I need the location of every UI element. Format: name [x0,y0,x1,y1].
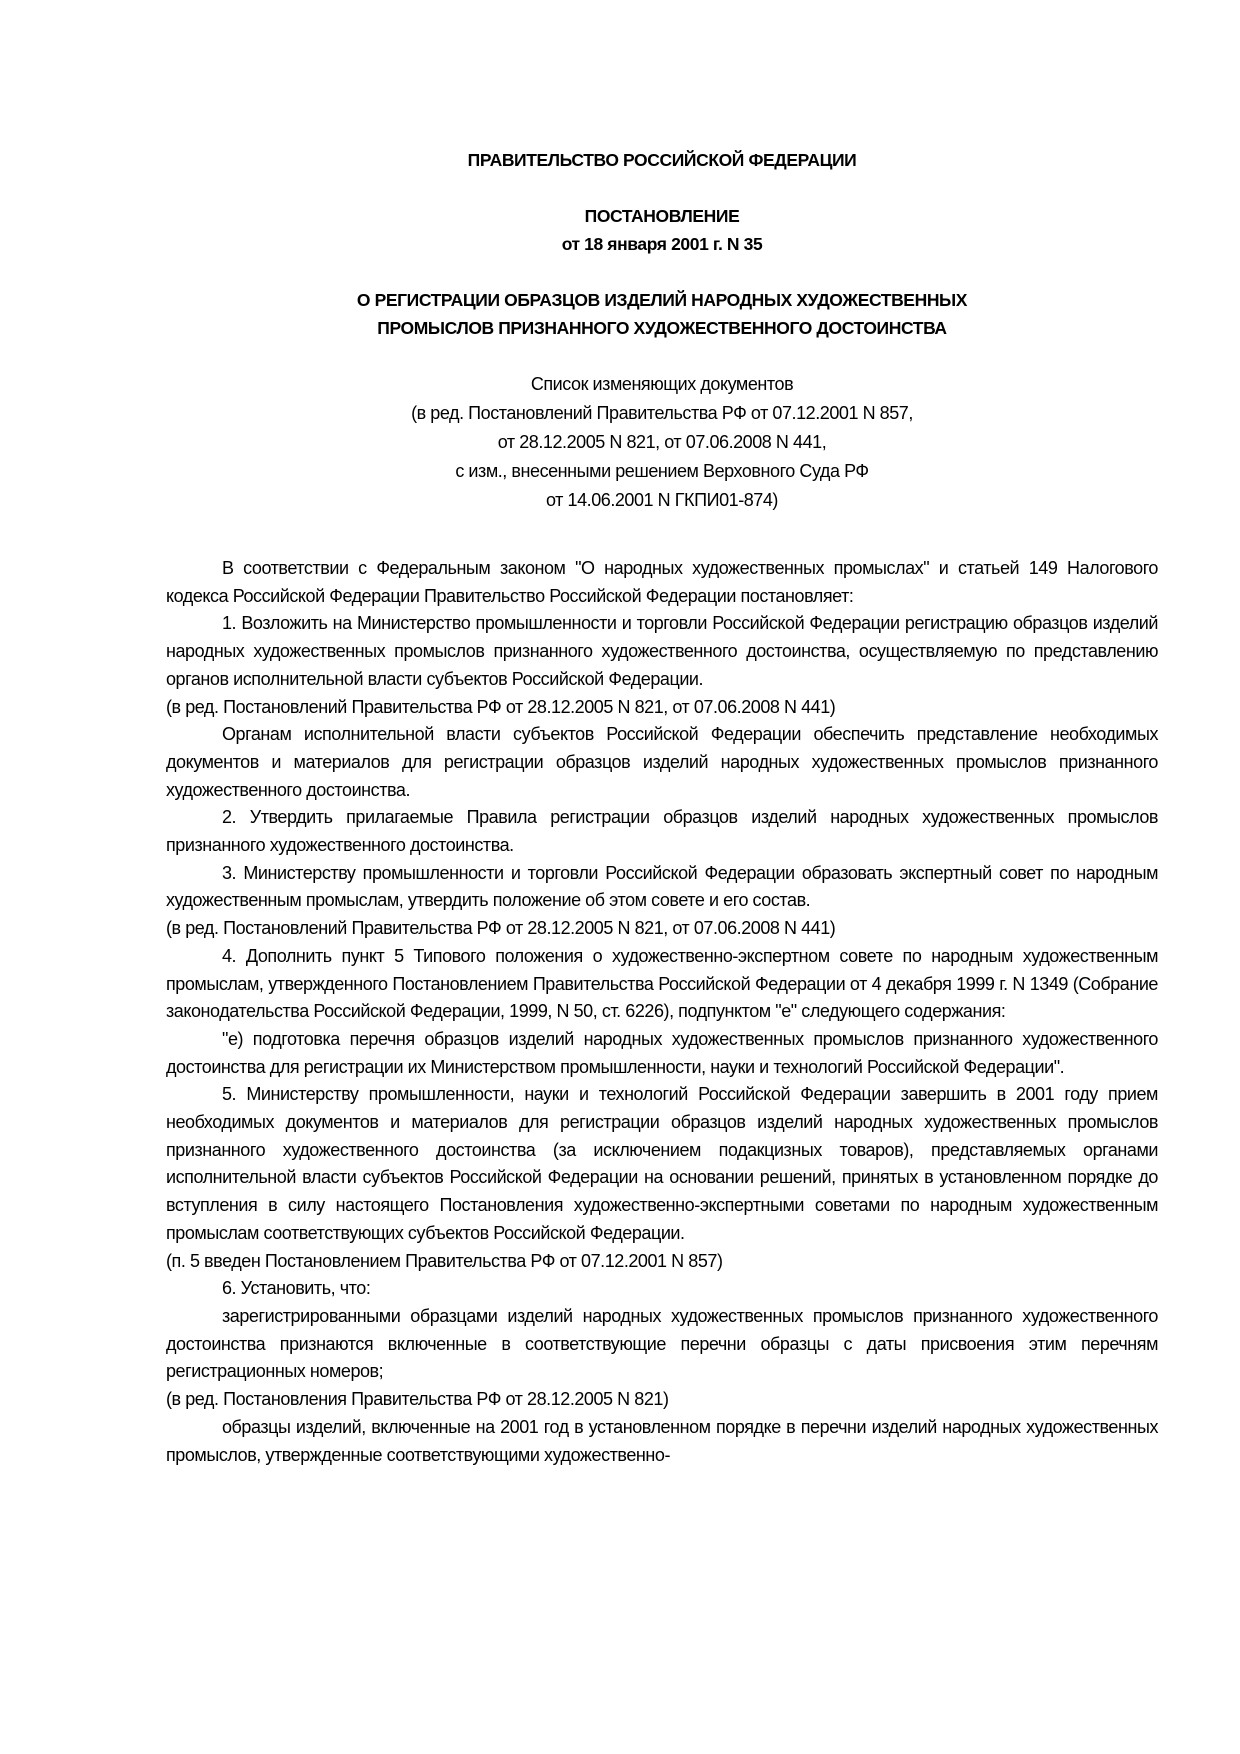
body-paragraph: образцы изделий, включенные на 2001 год в установленном порядке в перечни изделий народных художественных промыслов, утвержденные соответствующими художественно- [166,1416,1158,1465]
document-date: от 18 января 2001 г. N 35 [561,234,763,254]
document-page [166,146,1158,1469]
body-paragraph: 6. Установить, что: [222,1278,371,1299]
amendment-line: (в ред. Постановлений Правительства РФ от 07.12.2001 N 857, [411,403,913,423]
body-paragraph: зарегистрированными образцами изделий народных художественных промыслов признанного художественного достоинства признаются включенные в соответствующие перечни образцы с даты присвоения этим перечням регистрационных номеров; [166,1305,1158,1382]
body-paragraph: 2. Утвердить прилагаемые Правила регистрации образцов изделий народных художественных промыслов признанного художественного достоинства. [166,807,1158,856]
document-title-line: О РЕГИСТРАЦИИ ОБРАЗЦОВ ИЗДЕЛИЙ НАРОДНЫХ ХУДОЖЕСТВЕННЫХ [356,290,968,310]
amendment-note: (в ред. Постановлений Правительства РФ от 28.12.2005 N 821, от 07.06.2008 N 441) [166,696,836,717]
body-paragraph: 1. Возложить на Министерство промышленности и торговли Российской Федерации регистрацию образцов изделий народных художественных промыслов признанного художественного достоинства, осуществляемую по представлению органов исполнительной власти субъектов Российской Федерации. [166,613,1158,689]
body-paragraph: 4. Дополнить пункт 5 Типового положения о художественно-экспертном совете по народным художественным промыслам, утвержденного Постановлением Правительства Российской Федерации от 4 декабря 1999 г. N 1349 (Собрание законодательства Российской Федерации, 1999, N 50, ст. 6226), подпунктом "е" следующего содержания: [166,945,1158,1022]
amendment-note: (в ред. Постановления Правительства РФ от 28.12.2005 N 821) [166,1389,669,1410]
amendment-note: (п. 5 введен Постановлением Правительства РФ от 07.12.2001 N 857) [166,1250,723,1271]
amendment-line: от 14.06.2001 N ГКПИ01-874) [546,490,778,510]
body-paragraph: В соответствии с Федеральным законом "О народных художественных промыслах" и статьей 149 Налогового кодекса Российской Федерации Правительство Российской Федерации постановляет: [166,558,1158,606]
amendments-heading: Список изменяющих документов [530,374,794,394]
body-paragraph: 5. Министерству промышленности, науки и технологий Российской Федерации завершить в 2001 году прием необходимых документов и материалов для регистрации образцов изделий народных художественных промыслов признанного художественного достоинства (за исключением подакцизных товаров), представляемых органами исполнительной власти субъектов Российской Федерации на основании решений, принятых в установленном порядке до вступления в силу настоящего Постановления художественно-экспертными советами по народным художественным промыслам соответствующих субъектов Российской Федерации. [166,1084,1158,1243]
body-paragraph: 3. Министерству промышленности и торговли Российской Федерации образовать экспертный совет по народным художественным промыслам, утвердить положение об этом совете и его состав. [166,862,1158,911]
body-paragraph: "е) подготовка перечня образцов изделий народных художественных промыслов признанного художественного достоинства для регистрации их Министерством промышленности, науки и технологий Российской Федерации". [166,1028,1158,1077]
amendment-line: с изм., внесенными решением Верховного Суда РФ [455,461,869,481]
amendment-note: (в ред. Постановлений Правительства РФ от 28.12.2005 N 821, от 07.06.2008 N 441) [166,918,836,939]
document-title-line: ПРОМЫСЛОВ ПРИЗНАННОГО ХУДОЖЕСТВЕННОГО ДОСТОИНСТВА [377,318,947,338]
document-body [166,555,1158,1469]
body-paragraph: Органам исполнительной власти субъектов Российской Федерации обеспечить представление необходимых документов и материалов для регистрации образцов изделий народных художественных промыслов признанного художественного достоинства. [166,724,1158,800]
issuing-authority: ПРАВИТЕЛЬСТВО РОССИЙСКОЙ ФЕДЕРАЦИИ [467,150,857,170]
amendments-list [166,370,1158,515]
document-type: ПОСТАНОВЛЕНИЕ [584,206,740,226]
amendment-line: от 28.12.2005 N 821, от 07.06.2008 N 441, [497,432,827,452]
